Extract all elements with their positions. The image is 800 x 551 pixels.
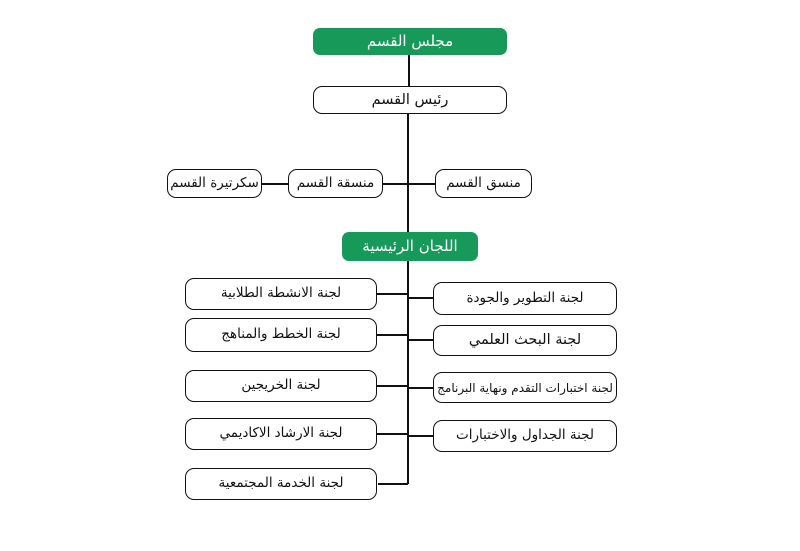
node-department-secretary: سكرتيرة القسم [167,169,262,198]
node-department-council: مجلس القسم [313,28,507,55]
node-department-coordinator-female: منسقة القسم [288,169,383,198]
node-committee-community-service: لجنة الخدمة المجتمعية [185,468,377,500]
node-main-committees-header: اللجان الرئيسية [342,232,478,261]
node-committee-progress-exams: لجنة اختبارات التقدم ونهاية البرنامج [433,372,617,403]
node-committee-academic-advising: لجنة الارشاد الاكاديمي [185,418,377,450]
node-committee-graduates: لجنة الخريجين [185,370,377,402]
node-committee-plans-curricula: لجنة الخطط والمناهج [185,318,377,352]
node-department-head: رئيس القسم [313,86,507,114]
node-committee-development-quality: لجنة التطوير والجودة [433,282,617,315]
node-committee-scientific-research: لجنة البحث العلمي [433,325,617,356]
node-committee-schedules-exams: لجنة الجداول والاختبارات [433,420,617,452]
node-department-coordinator-male: منسق القسم [435,169,532,198]
node-committee-student-activities: لجنة الانشطة الطلابية [185,278,377,310]
